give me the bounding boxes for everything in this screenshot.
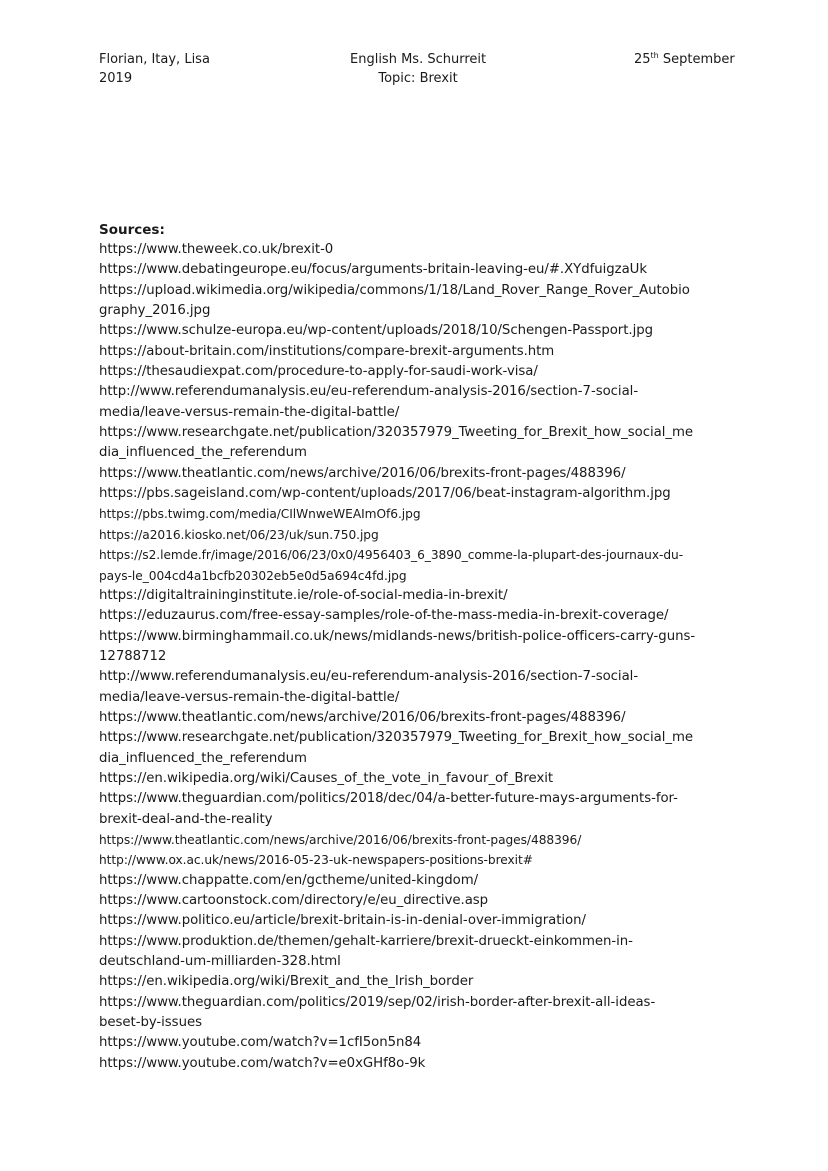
sources-title: Sources: bbox=[99, 222, 165, 238]
source-line: https://thesaudiexpat.com/procedure-to-apply-for-saudi-work-visa/ bbox=[99, 364, 538, 380]
source-line: https://www.researchgate.net/publication/320357979_Tweeting_for_Brexit_how_social_me bbox=[99, 730, 693, 746]
source-line: deutschland-um-milliarden-328.html bbox=[99, 954, 341, 970]
source-line: media/leave-versus-remain-the-digital-battle/ bbox=[99, 404, 400, 420]
source-line: https://www.chappatte.com/en/gctheme/united-kingdom/ bbox=[99, 872, 479, 888]
date-day: 25 bbox=[634, 52, 651, 67]
source-line: beset-by-issues bbox=[99, 1015, 202, 1031]
source-line: https://eduzaurus.com/free-essay-samples/role-of-the-mass-media-in-brexit-coverage/ bbox=[99, 608, 669, 624]
source-line: https://www.birminghammail.co.uk/news/midlands-news/british-police-officers-carry-guns- bbox=[99, 628, 696, 644]
header-date bbox=[634, 50, 735, 69]
date-suffix: th bbox=[650, 51, 659, 60]
source-line: https://pbs.sageisland.com/wp-content/uploads/2017/06/beat-instagram-algorithm.jpg bbox=[99, 486, 671, 502]
source-line: https://www.theatlantic.com/news/archive/2016/06/brexits-front-pages/488396/ bbox=[99, 465, 626, 481]
source-line: https://www.theatlantic.com/news/archive/2016/06/brexits-front-pages/488396/ bbox=[99, 709, 626, 725]
source-line: 12788712 bbox=[99, 648, 167, 664]
source-line: https://en.wikipedia.org/wiki/Causes_of_the_vote_in_favour_of_Brexit bbox=[99, 770, 554, 786]
source-line: media/leave-versus-remain-the-digital-battle/ bbox=[99, 689, 400, 705]
year-text: 2019 bbox=[99, 71, 133, 86]
course-text: English Ms. Schurreit bbox=[350, 52, 487, 67]
source-line: https://a2016.kiosko.net/06/23/uk/sun.750.jpg bbox=[99, 527, 379, 542]
source-line: https://digitaltraininginstitute.ie/role-of-social-media-in-brexit/ bbox=[99, 587, 508, 603]
source-line: http://www.ox.ac.uk/news/2016-05-23-uk-newspapers-positions-brexit# bbox=[99, 853, 533, 868]
source-line: dia_influenced_the_referendum bbox=[99, 445, 307, 461]
source-line: http://www.referendumanalysis.eu/eu-referendum-analysis-2016/section-7-social- bbox=[99, 384, 639, 400]
source-line: https://www.theguardian.com/politics/2018/dec/04/a-better-future-mays-arguments-for- bbox=[99, 791, 678, 807]
source-line: pays-le_004cd4a1bcfb20302eb5e0d5a694c4fd.jpg bbox=[99, 568, 407, 583]
header-authors bbox=[99, 50, 210, 88]
source-line: https://en.wikipedia.org/wiki/Brexit_and_the_Irish_border bbox=[99, 974, 474, 990]
source-line: dia_influenced_the_referendum bbox=[99, 750, 307, 766]
source-line: https://www.youtube.com/watch?v=1cfI5on5n84 bbox=[99, 1035, 422, 1051]
source-line: graphy_2016.jpg bbox=[99, 303, 211, 319]
source-line: https://s2.lemde.fr/image/2016/06/23/0x0/4956403_6_3890_comme-la-plupart-des-journaux-du- bbox=[99, 548, 684, 563]
date-month: September bbox=[658, 52, 735, 67]
authors-text: Florian, Itay, Lisa bbox=[99, 52, 210, 67]
source-line: brexit-deal-and-the-reality bbox=[99, 811, 273, 827]
header-course bbox=[350, 50, 486, 88]
source-line: https://www.youtube.com/watch?v=e0xGHf8o-9k bbox=[99, 1055, 426, 1071]
source-line: https://pbs.twimg.com/media/CIlWnweWEAImOf6.jpg bbox=[99, 507, 421, 522]
source-line: https://upload.wikimedia.org/wikipedia/commons/1/18/Land_Rover_Range_Rover_Autobio bbox=[99, 282, 690, 298]
source-line: https://www.politico.eu/article/brexit-britain-is-in-denial-over-immigration/ bbox=[99, 913, 586, 929]
source-line: https://www.researchgate.net/publication/320357979_Tweeting_for_Brexit_how_social_me bbox=[99, 425, 693, 441]
sources-section bbox=[99, 220, 739, 1074]
source-line: https://www.schulze-europa.eu/wp-content/uploads/2018/10/Schengen-Passport.jpg bbox=[99, 323, 653, 339]
source-line: https://www.theweek.co.uk/brexit-0 bbox=[99, 242, 334, 257]
topic-text: Topic: Brexit bbox=[378, 71, 458, 86]
source-line: https://www.theguardian.com/politics/2019/sep/02/irish-border-after-brexit-all-ideas- bbox=[99, 994, 656, 1010]
source-line: https://www.cartoonstock.com/directory/e/eu_directive.asp bbox=[99, 893, 489, 908]
source-line: https://www.produktion.de/themen/gehalt-karriere/brexit-drueckt-einkommen-in- bbox=[99, 933, 633, 949]
source-line: https://www.theatlantic.com/news/archive/2016/06/brexits-front-pages/488396/ bbox=[99, 832, 582, 847]
source-line: http://www.referendumanalysis.eu/eu-referendum-analysis-2016/section-7-social- bbox=[99, 669, 639, 685]
sources-list bbox=[99, 240, 739, 1074]
source-line: https://www.debatingeurope.eu/focus/arguments-britain-leaving-eu/#.XYdfuigzaUk bbox=[99, 262, 648, 278]
source-line: https://about-britain.com/institutions/compare-brexit-arguments.htm bbox=[99, 343, 555, 359]
